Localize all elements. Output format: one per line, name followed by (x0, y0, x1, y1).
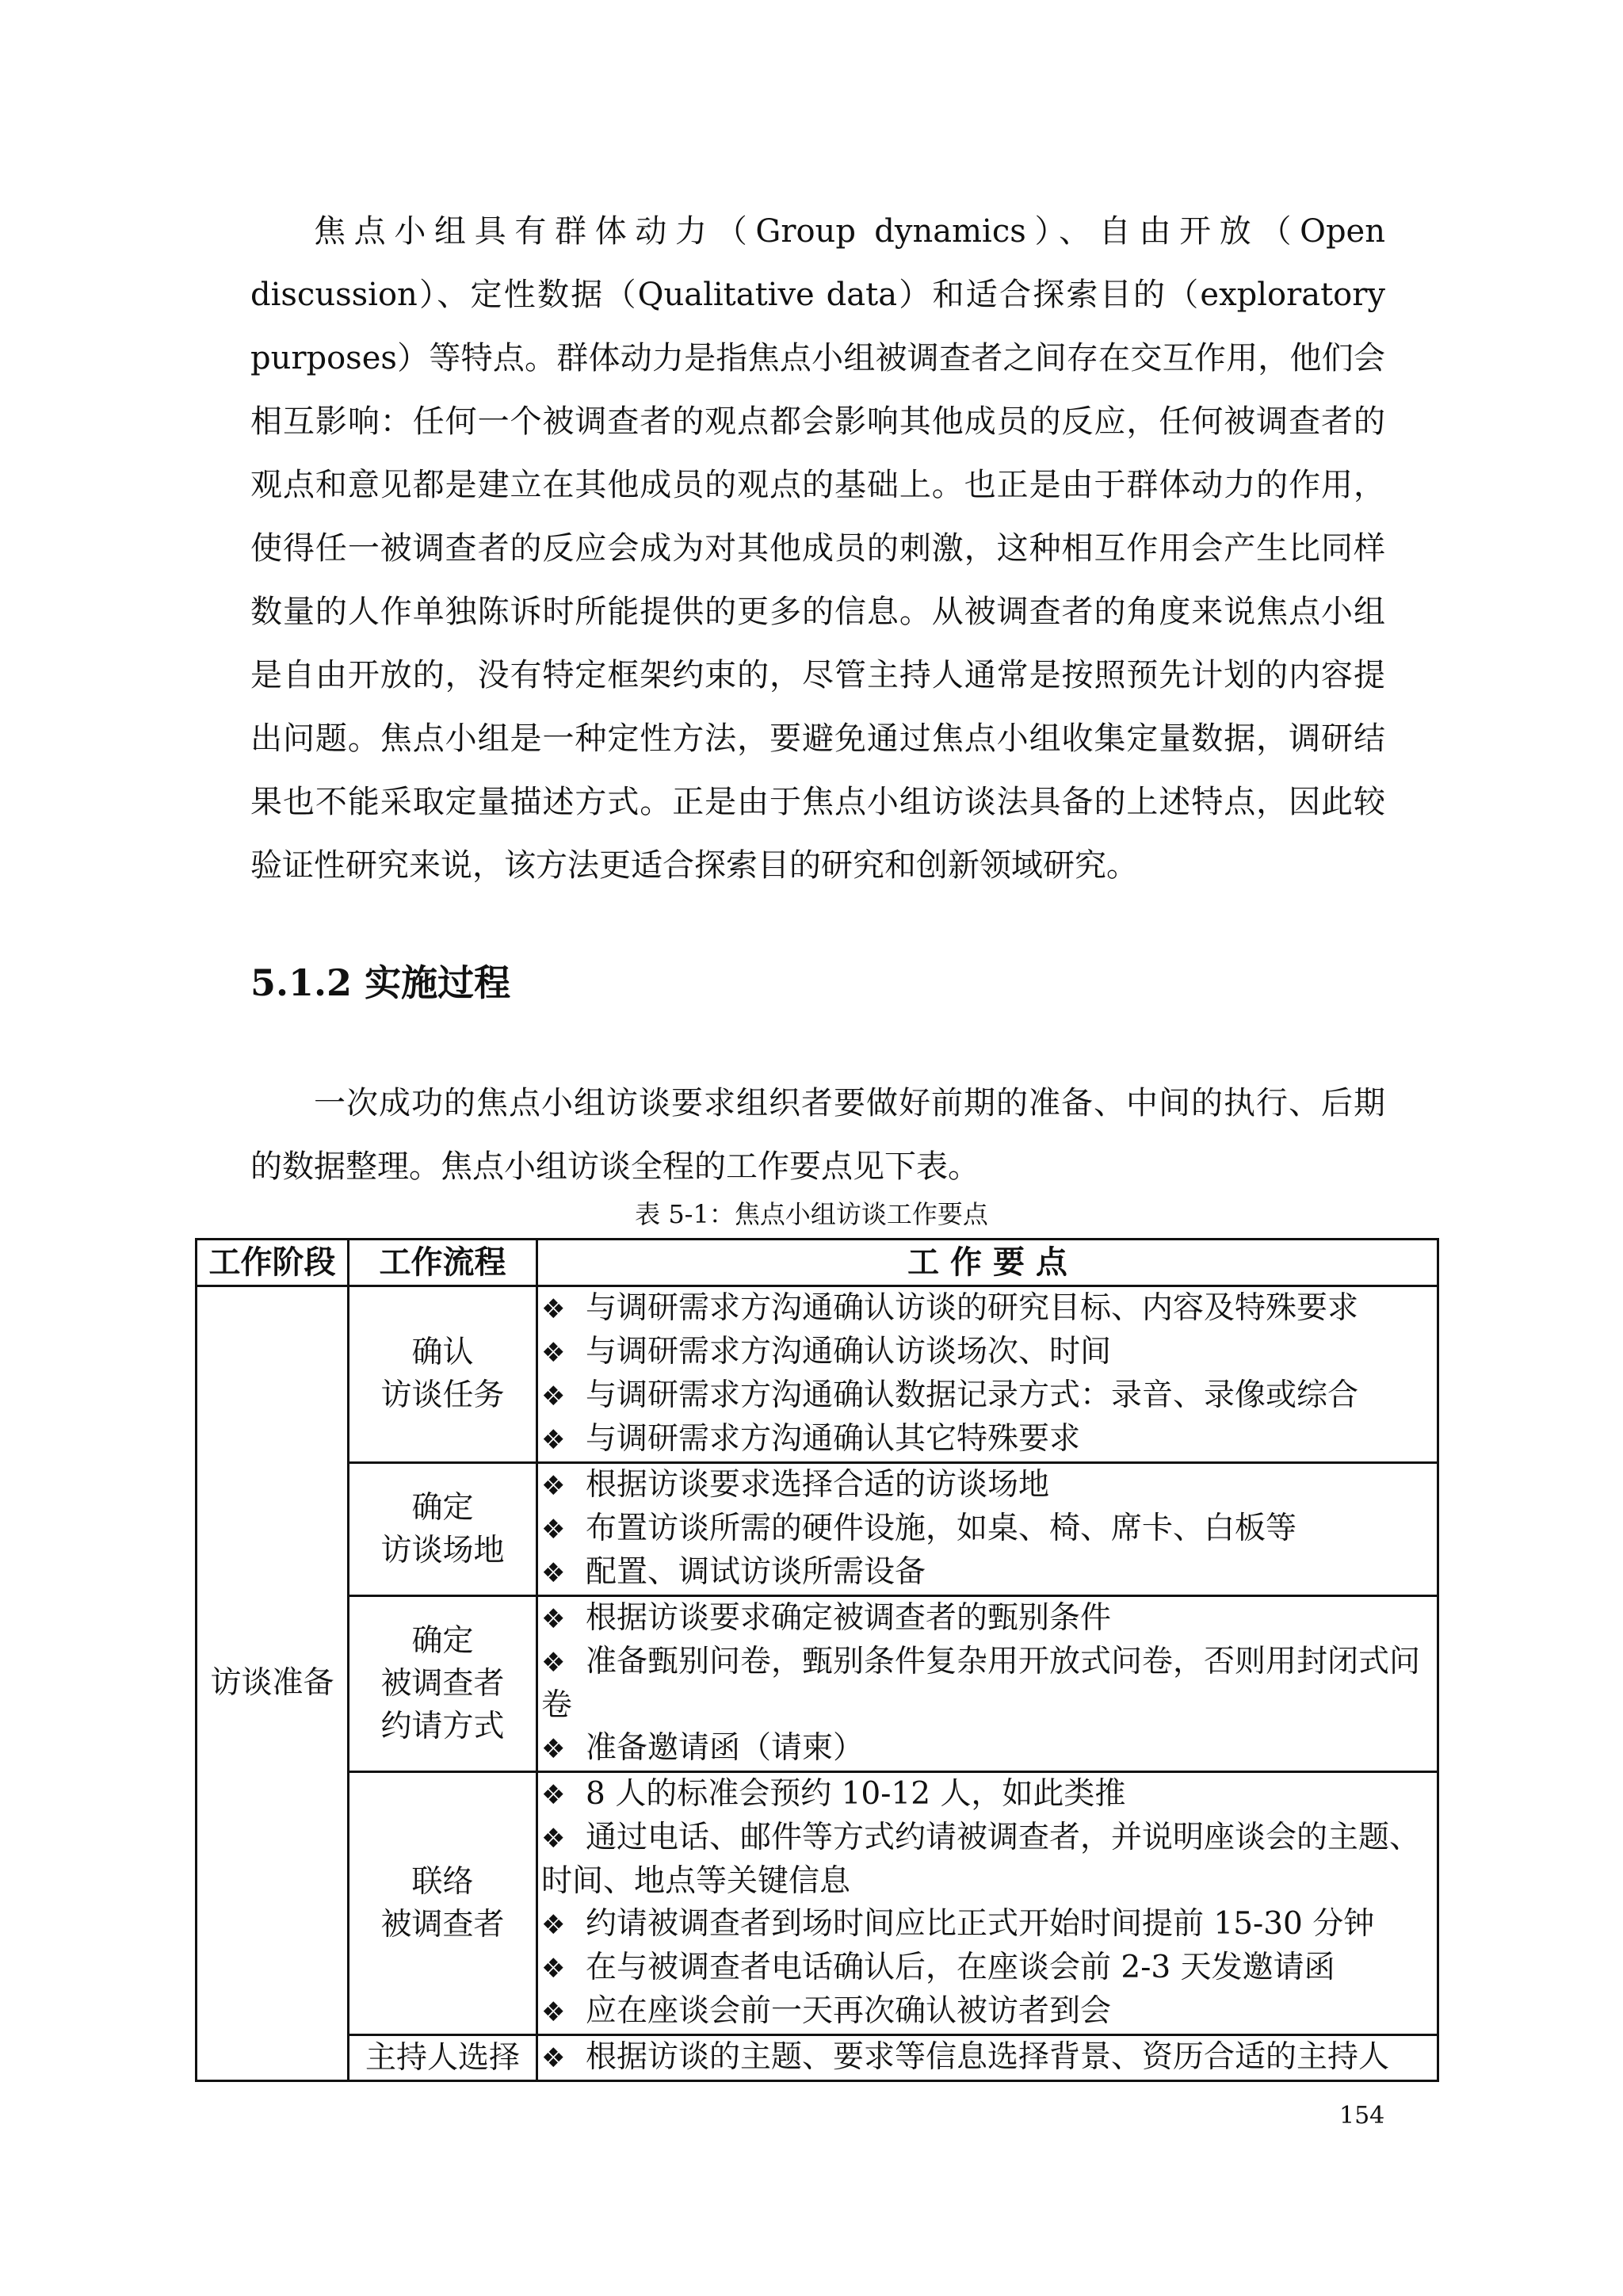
point-text: 与调研需求方沟通确认访谈场次、时间 (586, 1334, 1112, 1370)
points-cell (537, 1286, 1438, 1463)
body-paragraph-2: 一次成功的焦点小组访谈要求组织者要做好前期的准备、中间的执行、后期的数据整理。焦点小组访谈全程的工作要点见下表。 (250, 1085, 1385, 1185)
table-caption: 表 5-1：焦点小组访谈工作要点 (635, 1199, 988, 1229)
point-text: 约请被调查者到场时间应比正式开始时间提前 15-30 分钟 (586, 1906, 1375, 1942)
points-list (541, 1773, 1434, 2034)
diamond-bullet-icon: ❖ (541, 1996, 566, 2028)
points-list (541, 1287, 1434, 1461)
diamond-bullet-icon: ❖ (541, 1381, 566, 1412)
point-text: 根据访谈的主题、要求等信息选择背景、资历合适的主持人 (586, 2039, 1390, 2075)
table-row (197, 1463, 1438, 1596)
process-line: 确定 (411, 1489, 474, 1526)
list-item (541, 1597, 1434, 1641)
process-line: 访谈任务 (380, 1377, 505, 1413)
points-cell (537, 1596, 1438, 1772)
point-text: 与调研需求方沟通确认数据记录方式：录音、录像或综合 (586, 1377, 1359, 1413)
diamond-bullet-icon: ❖ (541, 1293, 566, 1325)
list-item (541, 1817, 1434, 1903)
list-item (541, 1903, 1434, 1946)
diamond-bullet-icon: ❖ (541, 2042, 566, 2074)
body-paragraph-1: 焦点小组具有群体动力（Group dynamics）、自由开放（Open discussion）、定性数据（Qualitative data）和适合探索目的（exploratory purposes）等特点。群体动力是指焦点小组被调查者之间存在交互作用，他们会相互影响：任何一个被调查者的观点都会影响其他成员的反应，任何被调查者的观点和意见都是建立在其他成员的观点的基础上。也正是由于群体动力的作用，使得任一被调查者的反应会成为对其他成员的刺激，这种相互作用会产生比同样数量的人作单独陈诉时所能提供的更多的信息。从被调查者的角度来说焦点小组是自由开放的，没有特定框架约束的，尽管主持人通常是按照预先计划的内容提出问题。焦点小组是一种定性方法，要避免通过焦点小组收集定量数据，调研结果也不能采取定量描述方式。正是由于焦点小组访谈法具备的上述特点，因此较验证性研究来说，该方法更适合探索目的研究和创新领域研究。 (250, 213, 1385, 884)
list-item (541, 1374, 1434, 1418)
point-text: 根据访谈要求确定被调查者的甄别条件 (586, 1600, 1112, 1636)
process-line: 被调查者 (380, 1665, 505, 1702)
point-text: 在与被调查者电话确认后，在座谈会前 2-3 天发邀请函 (586, 1950, 1335, 1985)
process-line: 联络 (411, 1863, 474, 1900)
point-text: 准备甄别问卷，甄别条件复杂用开放式问卷，否则用封闭式问卷 (541, 1644, 1421, 1723)
process-line: 确定 (411, 1622, 474, 1659)
table-row (197, 1286, 1438, 1463)
stage-cell: 访谈准备 (197, 1286, 349, 2081)
diamond-bullet-icon: ❖ (541, 1647, 566, 1679)
section-heading: 5.1.2 实施过程 (250, 961, 511, 1004)
list-item (541, 1418, 1434, 1461)
point-text: 布置访谈所需的硬件设施，如桌、椅、席卡、白板等 (586, 1511, 1297, 1546)
points-list (541, 1464, 1434, 1595)
process-line: 被调查者 (380, 1906, 505, 1943)
list-item (541, 1331, 1434, 1374)
header-points: 工 作 要 点 (537, 1240, 1438, 1286)
process-cell (349, 1463, 537, 1596)
list-item (541, 2036, 1434, 2080)
list-item (541, 1464, 1434, 1507)
process-line: 约请方式 (380, 1708, 505, 1744)
diamond-bullet-icon: ❖ (541, 1603, 566, 1635)
process-line: 访谈场地 (380, 1532, 505, 1568)
list-item (541, 1727, 1434, 1771)
header-stage: 工作阶段 (197, 1240, 349, 1286)
process-cell (349, 2035, 537, 2081)
point-text: 应在座谈会前一天再次确认被访者到会 (586, 1993, 1112, 2029)
diamond-bullet-icon: ❖ (541, 1909, 566, 1941)
process-cell (349, 1596, 537, 1772)
points-cell (537, 1463, 1438, 1596)
table-row (197, 1772, 1438, 2035)
point-text: 与调研需求方沟通确认其它特殊要求 (586, 1421, 1081, 1457)
point-text: 准备邀请函（请柬） (586, 1730, 865, 1766)
points-list (541, 2036, 1434, 2080)
points-list (541, 1597, 1434, 1771)
diamond-bullet-icon: ❖ (541, 1953, 566, 1985)
point-text: 8 人的标准会预约 10-12 人，如此类推 (586, 1776, 1126, 1812)
point-text: 配置、调试访谈所需设备 (586, 1554, 926, 1590)
point-text: 根据访谈要求选择合适的访谈场地 (586, 1467, 1050, 1503)
diamond-bullet-icon: ❖ (541, 1779, 566, 1811)
diamond-bullet-icon: ❖ (541, 1424, 566, 1456)
diamond-bullet-icon: ❖ (541, 1470, 566, 1502)
work-points-table (195, 1238, 1439, 2082)
diamond-bullet-icon: ❖ (541, 1337, 566, 1369)
points-cell (537, 2035, 1438, 2081)
process-line: 确认 (411, 1335, 474, 1370)
diamond-bullet-icon: ❖ (541, 1733, 566, 1765)
table-row (197, 1596, 1438, 1772)
diamond-bullet-icon: ❖ (541, 1823, 566, 1855)
diamond-bullet-icon: ❖ (541, 1557, 566, 1589)
list-item (541, 1990, 1434, 2034)
page-number: 154 (1339, 2102, 1385, 2130)
point-text: 通过电话、邮件等方式约请被调查者，并说明座谈会的主题、时间、地点等关键信息 (541, 1820, 1421, 1899)
list-item (541, 1287, 1434, 1331)
list-item (541, 1507, 1434, 1551)
list-item (541, 1773, 1434, 1817)
header-process: 工作流程 (349, 1240, 537, 1286)
list-item (541, 1551, 1434, 1595)
points-cell (537, 1772, 1438, 2035)
process-cell (349, 1772, 537, 2035)
diamond-bullet-icon: ❖ (541, 1514, 566, 1545)
process-cell (349, 1286, 537, 1463)
point-text: 与调研需求方沟通确认访谈的研究目标、内容及特殊要求 (586, 1290, 1359, 1326)
table-header-row (197, 1240, 1438, 1286)
list-item (541, 1946, 1434, 1990)
table-row (197, 2035, 1438, 2081)
process-line: 主持人选择 (365, 2039, 520, 2076)
list-item (541, 1641, 1434, 1727)
